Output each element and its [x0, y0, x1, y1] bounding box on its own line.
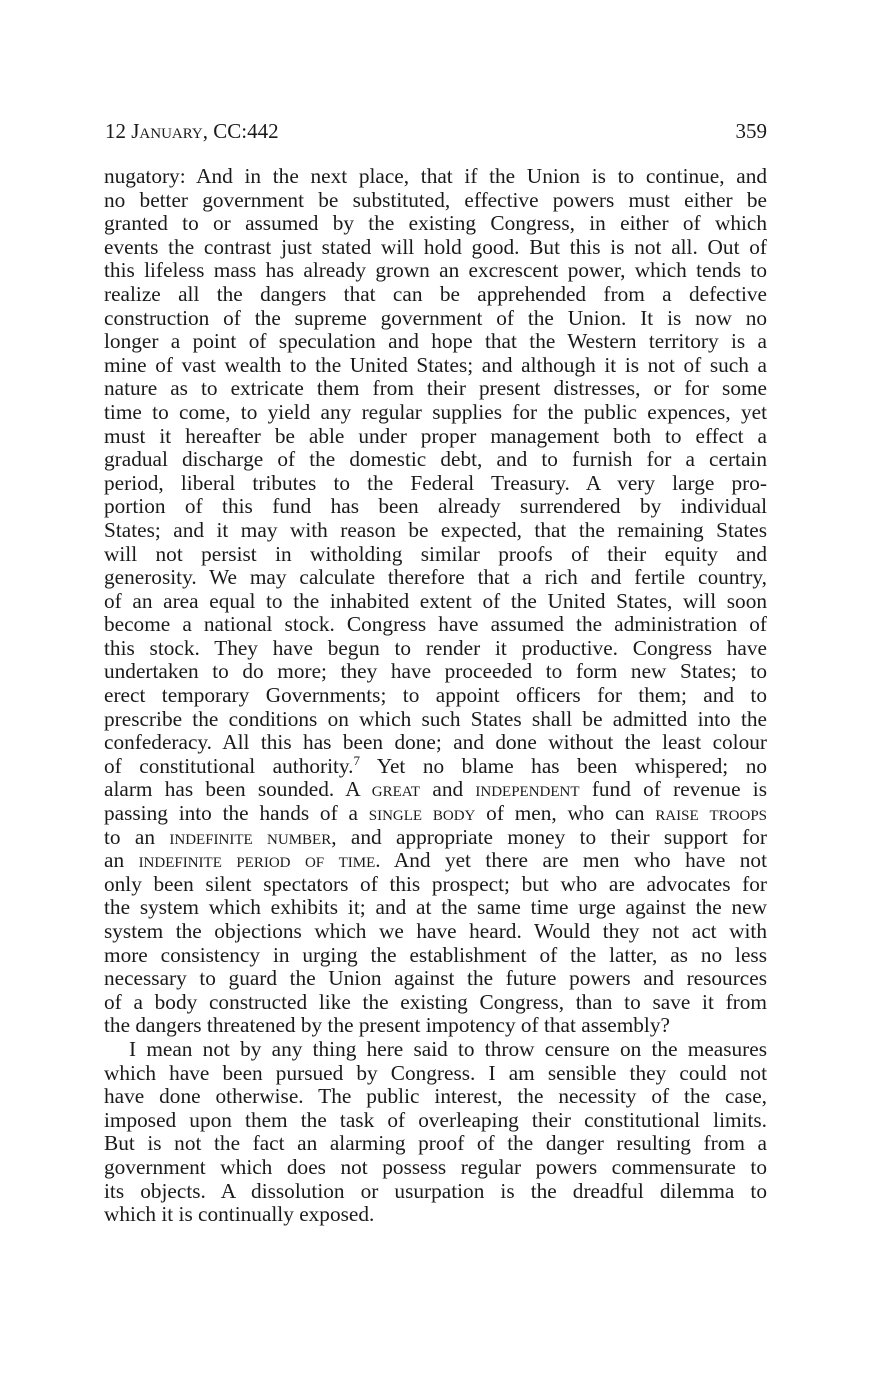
text-line: of an area equal to the inhabited extent of the United States, will soon: [104, 588, 767, 613]
text-line: [104, 849, 767, 873]
text-line: system the objections which we have heard. Would they not act with: [104, 919, 767, 943]
text-segment: of men, who can: [475, 801, 656, 826]
text-line: this lifeless mass has already grown an excrescent power, which tends to: [104, 258, 767, 283]
text-line-footnote: [104, 752, 768, 779]
page-number: 359: [735, 119, 767, 143]
small-caps-great: great: [371, 777, 421, 802]
running-head: [105, 116, 767, 146]
text-line: erect temporary Governments; to appoint officers for them; and to: [104, 683, 767, 708]
text-line: granted to or assumed by the existing Congress, in either of which: [104, 211, 767, 236]
small-caps-raise-troops: raise troops: [655, 801, 767, 826]
text-line: which it is continually exposed.: [104, 1202, 375, 1227]
text-line: imposed upon them the task of overleaping their constitutional limits.: [104, 1107, 767, 1132]
text-line: generosity. We may calculate therefore that a rich and fertile country,: [104, 565, 767, 590]
text-line: the dangers threatened by the present impotency of that assembly?: [104, 1013, 670, 1038]
running-head-date: [105, 116, 279, 146]
text-line: the system which exhibits it; and at the same time urge against the new: [104, 895, 767, 920]
text-line: [104, 802, 767, 826]
text-line: gradual discharge of the domestic debt, and to furnish for a certain: [104, 447, 767, 472]
text-line: only been silent spectators of this prospect; but who are advocates for: [104, 871, 767, 896]
small-caps-single-body: single body: [368, 801, 476, 826]
text-line: confederacy. All this has been done; and done without the least colour: [104, 730, 767, 755]
text-line: no better government be substituted, effective powers must either be: [104, 187, 767, 212]
text-segment: . And yet there are men who have not: [375, 848, 767, 873]
text-line: prescribe the conditions on which such States shall be admitted into the: [104, 706, 767, 731]
small-caps-indefinite-number: indefinite number: [169, 824, 332, 849]
small-caps-independent: independent: [475, 777, 580, 802]
text-segment: passing into the hands of a: [104, 801, 369, 826]
text-line: period, liberal tributes to the Federal Treasury. A very large pro-: [104, 470, 767, 495]
text-line: [104, 826, 767, 850]
text-line: must it hereafter be able under proper management both to effect a: [104, 423, 767, 448]
text-line: necessary to guard the Union against the future powers and resources: [104, 966, 767, 991]
month-name: January: [131, 119, 203, 143]
text-line: time to come, to yield any regular supplies for the public expences, yet: [104, 399, 767, 424]
text-segment: Yet no blame has been whispered; no: [360, 753, 768, 778]
text-line: more consistency in urging the establishment of the latter, as no less: [104, 942, 767, 967]
paragraph-1: [104, 165, 767, 1038]
text-segment: and: [420, 777, 476, 802]
text-line: become a national stock. Congress have assumed the administration of: [104, 612, 767, 637]
text-line: nugatory: And in the next place, that if the Union is to continue, and: [104, 164, 767, 188]
text-line: will not persist in witholding similar proofs of their equity and: [104, 541, 767, 566]
text-line: of a body constructed like the existing Congress, than to save it from: [104, 989, 767, 1014]
text-line: [104, 778, 767, 802]
text-segment: fund of revenue is: [579, 777, 767, 802]
text-segment: of constitutional authority.: [104, 753, 354, 778]
text-line: nature as to extricate them from their present distresses, or for some: [104, 376, 767, 401]
body-text: [104, 165, 767, 1227]
text-line: construction of the supreme government of the Union. It is now no: [104, 305, 767, 330]
date-number: 12: [105, 119, 126, 143]
text-line: government which does not possess regular powers commensurate to: [104, 1154, 767, 1179]
text-line: undertaken to do more; they have proceeded to form new States; to: [104, 659, 767, 684]
text-line: have done otherwise. The public interest, the necessity of the case,: [104, 1084, 767, 1109]
text-line: But is not the fact an alarming proof of the danger resulting from a: [104, 1131, 767, 1156]
small-caps-indefinite-period: indefinite period of time: [138, 848, 376, 873]
text-line: which have been pursued by Congress. I am sensible they could not: [104, 1060, 767, 1085]
text-segment: , and appropriate money to their support for: [331, 824, 767, 849]
text-line: portion of this fund has been already surrendered by individual: [104, 494, 767, 519]
text-segment: to an: [104, 824, 170, 849]
document-id: , CC:442: [202, 119, 279, 143]
footnote-marker[interactable]: 7: [353, 752, 361, 768]
text-line: realize all the dangers that can be apprehended from a defective: [104, 281, 767, 306]
text-line: events the contrast just stated will hold good. But this is not all. Out of: [104, 234, 767, 259]
text-line: mine of vast wealth to the United States; and although it is not of such a: [104, 352, 767, 377]
text-line: its objects. A dissolution or usurpation is the dreadful dilemma to: [104, 1178, 767, 1203]
text-line: I mean not by any thing here said to throw censure on the measures: [129, 1036, 767, 1061]
text-line: longer a point of speculation and hope that the Western territory is a: [104, 329, 767, 354]
paragraph-2: [104, 1038, 767, 1227]
text-line: this stock. They have begun to render it productive. Congress have: [104, 635, 767, 660]
text-segment: alarm has been sounded. A: [104, 777, 372, 802]
text-line: States; and it may with reason be expected, that the remaining States: [104, 517, 767, 542]
text-segment: an: [104, 848, 139, 873]
